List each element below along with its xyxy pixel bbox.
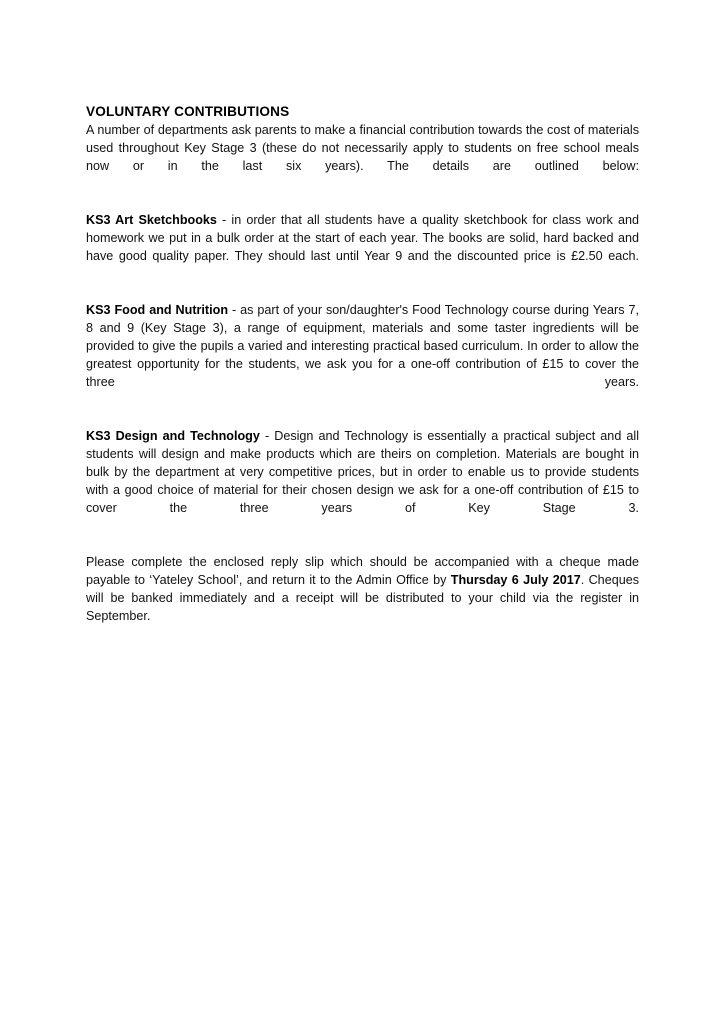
- document-body: [86, 103, 639, 643]
- paragraph-art-sketchbooks-text: - in order that all students have a quality sketchbook for class work and homework we put in a bulk order at the start of each year. The books are solid, hard backed and have good quality paper. They should last until Year 9 and the discounted price is £2.50 each.: [86, 213, 639, 263]
- closing-text-after: . Cheques will be banked immediately and a receipt will be distributed to your child via the register in September.: [86, 573, 640, 623]
- paragraph-food-and-nutrition: [86, 301, 639, 409]
- paragraph-art-sketchbooks: [86, 211, 639, 283]
- paragraph-food-and-nutrition-text: - as part of your son/daughter's Food Technology course during Years 7, 8 and 9 (Key Stage 3), a range of equipment, materials and some taster ingredients will be provided to give the pupils a varied and interesting practical based curriculum. In order to allow the greatest opportunity for the students, we ask you for a one-off contribution of £15 to cover the three years.: [86, 303, 639, 389]
- section-lead-food-and-nutrition: KS3 Food and Nutrition: [86, 303, 229, 317]
- paragraph-design-and-technology-text: - Design and Technology is essentially a practical subject and all students will design and make products which are theirs on completion. Materials are bought in bulk by the department at very competitive prices, but in order to enable us to provide students with a good choice of material for their chosen design we ask for a one-off contribution of £15 to cover the three years of Key Stage 3.: [86, 429, 640, 515]
- paragraph-closing: [86, 553, 639, 643]
- page-title: VOLUNTARY CONTRIBUTIONS: [86, 104, 290, 119]
- section-lead-design-and-technology: KS3 Design and Technology: [86, 429, 260, 443]
- payment-deadline: Thursday 6 July 2017: [450, 573, 581, 587]
- paragraph-intro: [86, 121, 639, 193]
- paragraph-design-and-technology: [86, 427, 639, 535]
- section-lead-art-sketchbooks: KS3 Art Sketchbooks: [86, 213, 217, 227]
- closing-text-before: Please complete the enclosed reply slip which should be accompanied with a cheque made payable to ‘Yateley School’, and return it to the Admin Office by: [86, 555, 639, 587]
- paragraph-intro-text: A number of departments ask parents to make a financial contribution towards the cost of materials used throughout Key Stage 3 (these do not necessarily apply to students on free school meals now or in the last six years). The details are outlined below:: [86, 123, 639, 173]
